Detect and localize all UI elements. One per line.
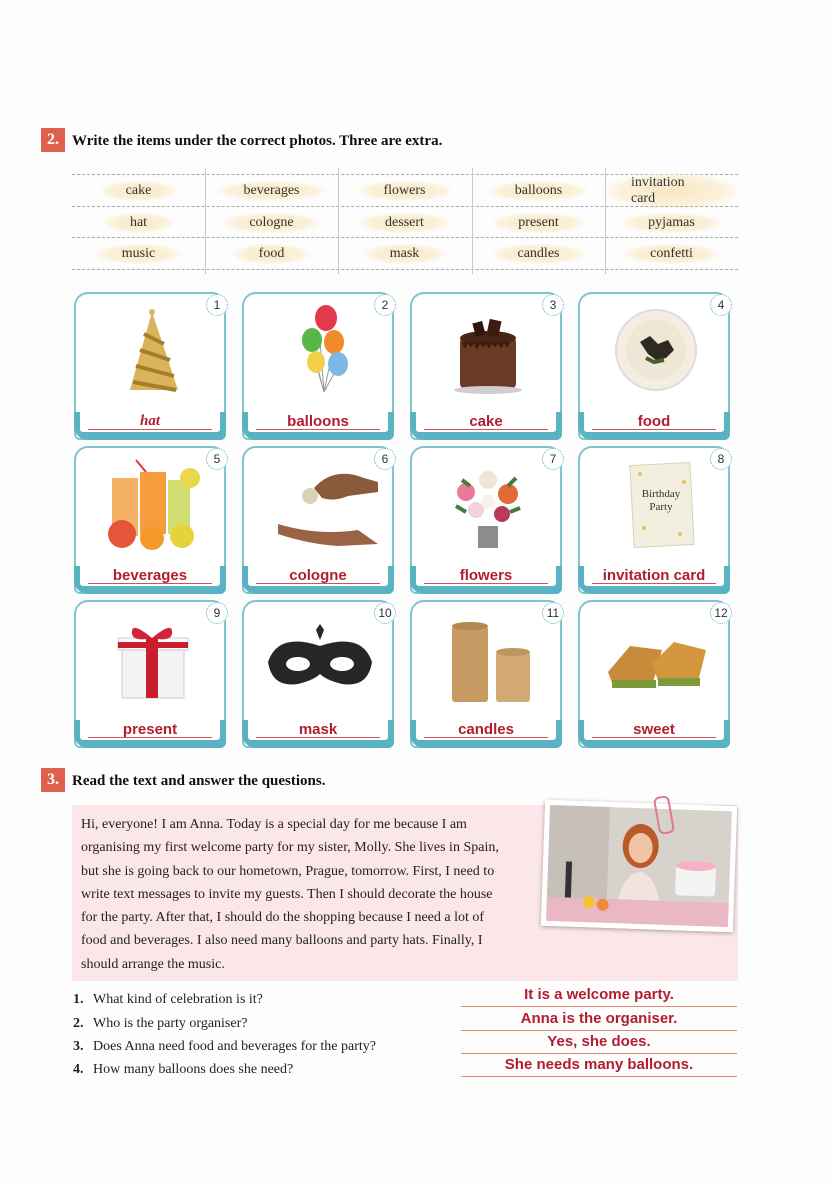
word-bank-row (72, 174, 738, 206)
card-answer[interactable]: invitation card (584, 564, 724, 586)
column-divider (605, 168, 606, 274)
photo-card-11 (410, 600, 562, 748)
food-plate-icon (590, 304, 718, 396)
word-bank-item: cologne (205, 207, 338, 238)
card-number: 8 (710, 448, 732, 470)
candles-icon (422, 612, 550, 704)
photo-card-12 (578, 600, 730, 748)
invitation-card-icon (590, 458, 718, 550)
card-answer[interactable]: present (80, 718, 220, 740)
text-line: write text messages to invite my guests. Then I should decorate the house (81, 886, 493, 902)
photo-card-6 (242, 446, 394, 594)
photo-card-4 (578, 292, 730, 440)
cologne-hands-icon (254, 458, 382, 550)
baklava-icon (590, 612, 718, 704)
party-hat-icon (86, 304, 214, 396)
exercise-3-instruction: Read the text and answer the questions. (72, 773, 326, 789)
card-answer[interactable]: flowers (416, 564, 556, 586)
photo-card-1 (74, 292, 226, 440)
flowers-icon (422, 458, 550, 550)
question-3: 3. Does Anna need food and beverages for the party? (73, 1039, 377, 1054)
word-bank-row (72, 237, 738, 270)
answer-1[interactable]: It is a welcome party. (461, 986, 737, 1007)
text-line: food and beverages. I also need many balloons and party hats. Finally, I (81, 933, 483, 949)
card-number: 4 (710, 294, 732, 316)
text-line: Hi, everyone! I am Anna. Today is a special day for me because I am (81, 817, 467, 832)
text-line: organising my first welcome party for my sister, Molly. She lives in Spain, (81, 840, 499, 856)
word-bank-item: present (472, 207, 605, 238)
word-bank-item: flowers (338, 175, 471, 206)
reading-text (81, 813, 526, 976)
card-number: 11 (542, 602, 564, 624)
photo-card-8 (578, 446, 730, 594)
card-number: 1 (206, 294, 228, 316)
word-bank-item: pyjamas (605, 207, 738, 238)
question-4: 4. How many balloons does she need? (73, 1062, 294, 1077)
question-1: 1. What kind of celebration is it? (73, 992, 263, 1007)
mask-icon (254, 612, 382, 704)
card-answer[interactable]: cologne (248, 564, 388, 586)
column-divider (472, 168, 473, 274)
juice-icon (86, 458, 214, 550)
answer-4[interactable]: She needs many balloons. (461, 1056, 737, 1077)
card-number: 10 (374, 602, 396, 624)
card-answer[interactable]: beverages (80, 564, 220, 586)
column-divider (205, 168, 206, 274)
card-answer[interactable]: sweet (584, 718, 724, 740)
exercise-2-number: 2. (41, 128, 65, 152)
question-2: 2. Who is the party organiser? (73, 1016, 248, 1031)
card-number: 9 (206, 602, 228, 624)
balloons-icon (254, 304, 382, 396)
card-answer[interactable]: balloons (248, 410, 388, 432)
gift-box-icon (86, 612, 214, 704)
photo-card-3 (410, 292, 562, 440)
card-answer[interactable]: hat (80, 410, 220, 432)
word-bank-item: invitation card (605, 175, 738, 206)
card-number: 12 (710, 602, 732, 624)
answer-2[interactable]: Anna is the organiser. (461, 1010, 737, 1031)
card-number: 2 (374, 294, 396, 316)
word-bank-item: mask (338, 238, 471, 269)
word-bank-item: candles (472, 238, 605, 269)
card-answer[interactable]: candles (416, 718, 556, 740)
party-photo (541, 800, 737, 933)
card-number: 7 (542, 448, 564, 470)
card-answer[interactable]: mask (248, 718, 388, 740)
word-bank-item: hat (72, 207, 205, 238)
text-line: should arrange the music. (81, 956, 225, 972)
word-bank-item: confetti (605, 238, 738, 269)
cake-icon (422, 304, 550, 396)
photo-card-7 (410, 446, 562, 594)
card-answer[interactable]: food (584, 410, 724, 432)
card-number: 6 (374, 448, 396, 470)
column-divider (338, 168, 339, 274)
exercise-2-instruction: Write the items under the correct photos. Three are extra. (72, 133, 443, 149)
word-bank-item: music (72, 238, 205, 269)
exercise-3-number: 3. (41, 768, 65, 792)
card-answer[interactable]: cake (416, 410, 556, 432)
word-bank-row (72, 206, 738, 238)
photo-card-5 (74, 446, 226, 594)
invitation-card-text: Birthday Party (641, 488, 681, 513)
text-line: but she is going back to our hometown, Prague, tomorrow. First, I need to (81, 863, 495, 879)
word-bank-item: beverages (205, 175, 338, 206)
word-bank-item: balloons (472, 175, 605, 206)
photo-card-2 (242, 292, 394, 440)
text-line: for the party. After that, I should do the shopping because I need a lot of (81, 910, 485, 926)
card-number: 5 (206, 448, 228, 470)
word-bank-item: cake (72, 175, 205, 206)
word-bank-item: dessert (338, 207, 471, 238)
photo-card-10 (242, 600, 394, 748)
word-bank (72, 174, 738, 270)
photo-card-9 (74, 600, 226, 748)
word-bank-item: food (205, 238, 338, 269)
answer-3[interactable]: Yes, she does. (461, 1033, 737, 1054)
card-number: 3 (542, 294, 564, 316)
